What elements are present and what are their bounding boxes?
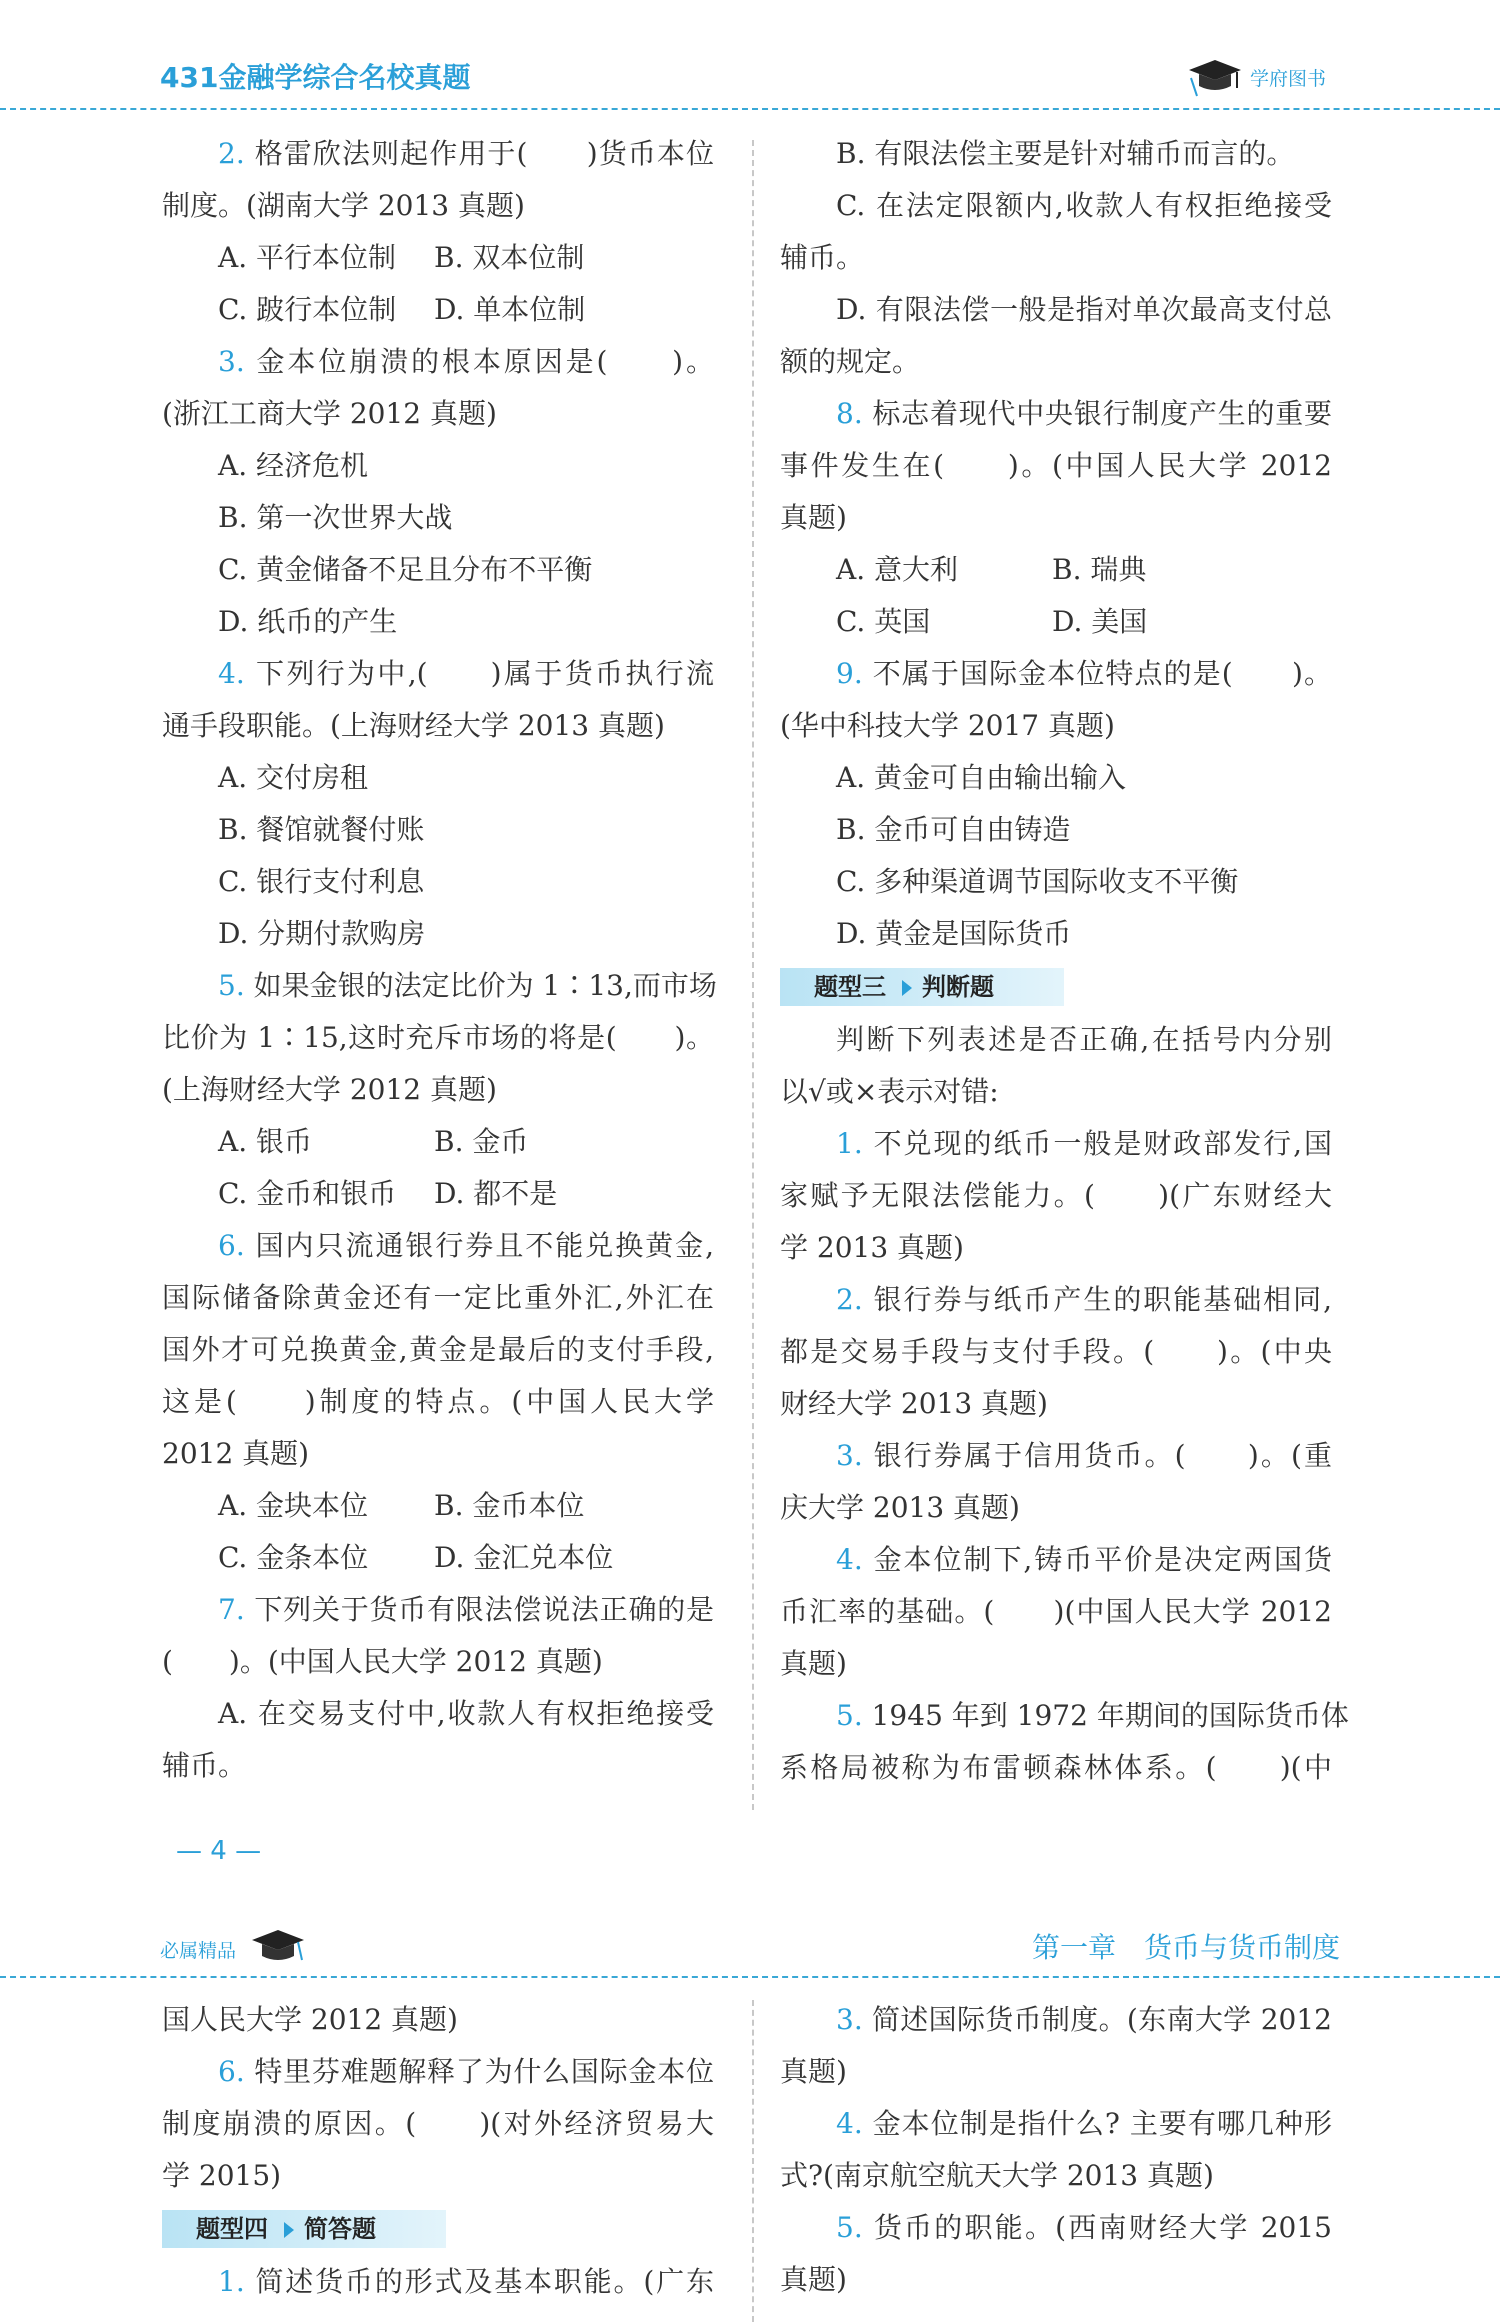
- option-text: C. 英国: [836, 605, 931, 638]
- text-line: 通手段职能。(上海财经大学 2013 真题): [162, 709, 665, 742]
- question-number: 2.: [836, 1283, 863, 1316]
- text-line: 式?(南京航空航天大学 2013 真题): [780, 2159, 1214, 2192]
- question-number: 1.: [836, 1127, 863, 1160]
- question-line: 1. 简述货币的形式及基本职能。(广东: [218, 2265, 714, 2298]
- right-column: [780, 1994, 1332, 2306]
- question-number: 4.: [218, 657, 245, 690]
- section-header-judgment: [780, 968, 1064, 1006]
- question-number: 5.: [836, 1699, 863, 1732]
- text-line: B. 第一次世界大战: [218, 501, 453, 534]
- question-line: 3. 简述国际货币制度。(东南大学 2012: [836, 2003, 1332, 2036]
- option-row: [780, 596, 1332, 648]
- section-title: 简答题: [304, 2215, 376, 2243]
- question-line: 2. 银行券与纸币产生的职能基础相同,: [836, 1283, 1332, 1316]
- text-line: 制度崩溃的原因。( )(对外经济贸易大: [162, 2107, 714, 2140]
- text-line: C. 在法定限额内,收款人有权拒绝接受: [836, 189, 1332, 222]
- question-number: 8.: [836, 397, 863, 430]
- section-label: 题型四: [196, 2215, 268, 2243]
- text-line: D. 纸币的产生: [218, 605, 398, 638]
- question-line: 8. 标志着现代中央银行制度产生的重要: [836, 397, 1332, 430]
- publisher-brand: 学府图书: [1250, 68, 1327, 90]
- option-text: D. 金汇兑本位: [434, 1541, 614, 1574]
- option-text: A. 意大利: [836, 553, 959, 586]
- question-line: 2. 格雷欣法则起作用于( )货币本位: [218, 137, 714, 170]
- question-number: 7.: [218, 1593, 245, 1626]
- text-line: D. 黄金是国际货币: [836, 917, 1072, 950]
- option-text: D. 单本位制: [434, 293, 586, 326]
- option-text: C. 金条本位: [218, 1541, 369, 1574]
- text-line: 系格局被称为布雷顿森林体系。( )(中: [780, 1751, 1332, 1784]
- text-line: 币汇率的基础。( )(中国人民大学 2012: [780, 1595, 1332, 1628]
- text-line: 额的规定。: [780, 345, 921, 378]
- text-line: 国外才可兑换黄金,黄金是最后的支付手段,: [162, 1333, 714, 1366]
- text-line: (浙江工商大学 2012 真题): [162, 397, 497, 430]
- question-number: 2.: [218, 137, 245, 170]
- text-line: 庆大学 2013 真题): [780, 1491, 1020, 1524]
- text-line: A. 经济危机: [218, 449, 369, 482]
- question-line: 5. 1945 年到 1972 年期间的国际货币体: [836, 1699, 1349, 1732]
- question-number: 3.: [836, 1439, 863, 1472]
- question-number: 5.: [218, 969, 245, 1002]
- text-line: A. 黄金可自由输出输入: [836, 761, 1127, 794]
- question-line: 7. 下列关于货币有限法偿说法正确的是: [218, 1593, 714, 1626]
- right-column: [780, 128, 1349, 1794]
- question-line: 5. 如果金银的法定比价为 1∶13,而市场: [218, 969, 717, 1002]
- text-line: 真题): [780, 1647, 847, 1680]
- text-line: 判断下列表述是否正确,在括号内分别: [836, 1023, 1332, 1056]
- question-number: 1.: [218, 2265, 245, 2298]
- question-number: 6.: [218, 2055, 245, 2088]
- text-line: D. 分期付款购房: [218, 917, 426, 950]
- question-line: 5. 货币的职能。(西南财经大学 2015: [836, 2211, 1332, 2244]
- text-line: 这是( )制度的特点。(中国人民大学: [162, 1385, 714, 1418]
- text-line: B. 餐馆就餐付账: [218, 813, 425, 846]
- option-row: [162, 1116, 714, 1168]
- chapter-title: 第一章 货币与货币制度: [1031, 1931, 1340, 1964]
- question-number: 5.: [836, 2211, 863, 2244]
- question-number: 3.: [218, 345, 245, 378]
- option-text: C. 金币和银币: [218, 1177, 397, 1210]
- book-title: 431金融学综合名校真题: [160, 61, 471, 94]
- text-line: 真题): [780, 501, 847, 534]
- triangle-arrow-icon: [902, 980, 912, 996]
- page1-header: [0, 0, 1500, 110]
- option-row: [162, 1532, 714, 1584]
- graduation-cap-icon: [248, 1926, 306, 1968]
- option-text: B. 金币本位: [434, 1489, 585, 1522]
- option-row: [162, 232, 714, 284]
- option-text: A. 银币: [218, 1125, 313, 1158]
- text-line: 辅币。: [162, 1749, 247, 1782]
- text-line: 真题): [780, 2055, 847, 2088]
- text-line: C. 银行支付利息: [218, 865, 425, 898]
- section-label: 题型三: [814, 973, 886, 1001]
- text-line: 以√或×表示对错:: [780, 1075, 999, 1108]
- text-line: 财经大学 2013 真题): [780, 1387, 1048, 1420]
- text-line: A. 交付房租: [218, 761, 369, 794]
- text-line: 国际储备除黄金还有一定比重外汇,外汇在: [162, 1281, 714, 1314]
- option-row: [162, 1480, 714, 1532]
- question-number: 4.: [836, 1543, 863, 1576]
- option-text: C. 跛行本位制: [218, 293, 397, 326]
- text-line: ( )。(中国人民大学 2012 真题): [162, 1645, 603, 1678]
- text-line: C. 黄金储备不足且分布不平衡: [218, 553, 593, 586]
- option-row: [162, 1168, 714, 1220]
- option-row: [162, 284, 714, 336]
- question-line: 6. 特里芬难题解释了为什么国际金本位: [218, 2055, 714, 2088]
- column-divider: [752, 140, 754, 1810]
- text-line: B. 有限法偿主要是针对辅币而言的。: [836, 137, 1295, 170]
- text-line: 学 2015): [162, 2159, 282, 2192]
- text-line: 真题): [780, 2263, 847, 2296]
- text-line: 辅币。: [780, 241, 865, 274]
- question-line: 4. 金本位制是指什么? 主要有哪几种形: [836, 2107, 1332, 2140]
- page2-header: [0, 1880, 1500, 1978]
- option-text: B. 双本位制: [434, 241, 585, 274]
- text-line: 制度。(湖南大学 2013 真题): [162, 189, 525, 222]
- left-column: [162, 1994, 714, 2308]
- brand-slogan: 必属精品: [160, 1940, 237, 1962]
- text-line: 学 2013 真题): [780, 1231, 964, 1264]
- question-line: 4. 金本位制下,铸币平价是决定两国货: [836, 1543, 1332, 1576]
- question-line: 3. 银行券属于信用货币。( )。(重: [836, 1439, 1332, 1472]
- question-line: 4. 下列行为中,( )属于货币执行流: [218, 657, 714, 690]
- option-text: D. 美国: [1052, 605, 1148, 638]
- text-line: A. 在交易支付中,收款人有权拒绝接受: [218, 1697, 714, 1730]
- section-title: 判断题: [922, 973, 994, 1001]
- section-header-short-answer: [162, 2210, 446, 2248]
- text-line: D. 有限法偿一般是指对单次最高支付总: [836, 293, 1332, 326]
- option-text: A. 平行本位制: [218, 241, 397, 274]
- option-text: B. 瑞典: [1052, 553, 1147, 586]
- question-line: 6. 国内只流通银行券且不能兑换黄金,: [218, 1229, 714, 1262]
- question-number: 3.: [836, 2003, 863, 2036]
- text-line: 2012 真题): [162, 1437, 310, 1470]
- text-line: B. 金币可自由铸造: [836, 813, 1071, 846]
- question-number: 4.: [836, 2107, 863, 2140]
- option-text: A. 金块本位: [218, 1489, 369, 1522]
- question-line: 1. 不兑现的纸币一般是财政部发行,国: [836, 1127, 1332, 1160]
- graduation-cap-icon: [1185, 56, 1243, 98]
- column-divider: [752, 2000, 754, 2322]
- text-line: 事件发生在( )。(中国人民大学 2012: [780, 449, 1332, 482]
- question-number: 6.: [218, 1229, 245, 1262]
- question-number: 9.: [836, 657, 863, 690]
- text-line: 国人民大学 2012 真题): [162, 2003, 458, 2036]
- option-row: [780, 544, 1332, 596]
- question-line: 3. 金本位崩溃的根本原因是( )。: [218, 345, 714, 378]
- question-line: 9. 不属于国际金本位特点的是( )。: [836, 657, 1332, 690]
- text-line: C. 多种渠道调节国际收支不平衡: [836, 865, 1239, 898]
- text-line: (上海财经大学 2012 真题): [162, 1073, 497, 1106]
- option-text: B. 金币: [434, 1125, 529, 1158]
- option-text: D. 都不是: [434, 1177, 558, 1210]
- page-number: — 4 —: [176, 1836, 262, 1866]
- text-line: 都是交易手段与支付手段。( )。(中央: [780, 1335, 1332, 1368]
- text-line: (华中科技大学 2017 真题): [780, 709, 1115, 742]
- text-line: 家赋予无限法偿能力。( )(广东财经大: [780, 1179, 1332, 1212]
- triangle-arrow-icon: [284, 2222, 294, 2238]
- left-column: [162, 128, 717, 1792]
- text-line: 比价为 1∶15,这时充斥市场的将是( )。: [162, 1021, 714, 1054]
